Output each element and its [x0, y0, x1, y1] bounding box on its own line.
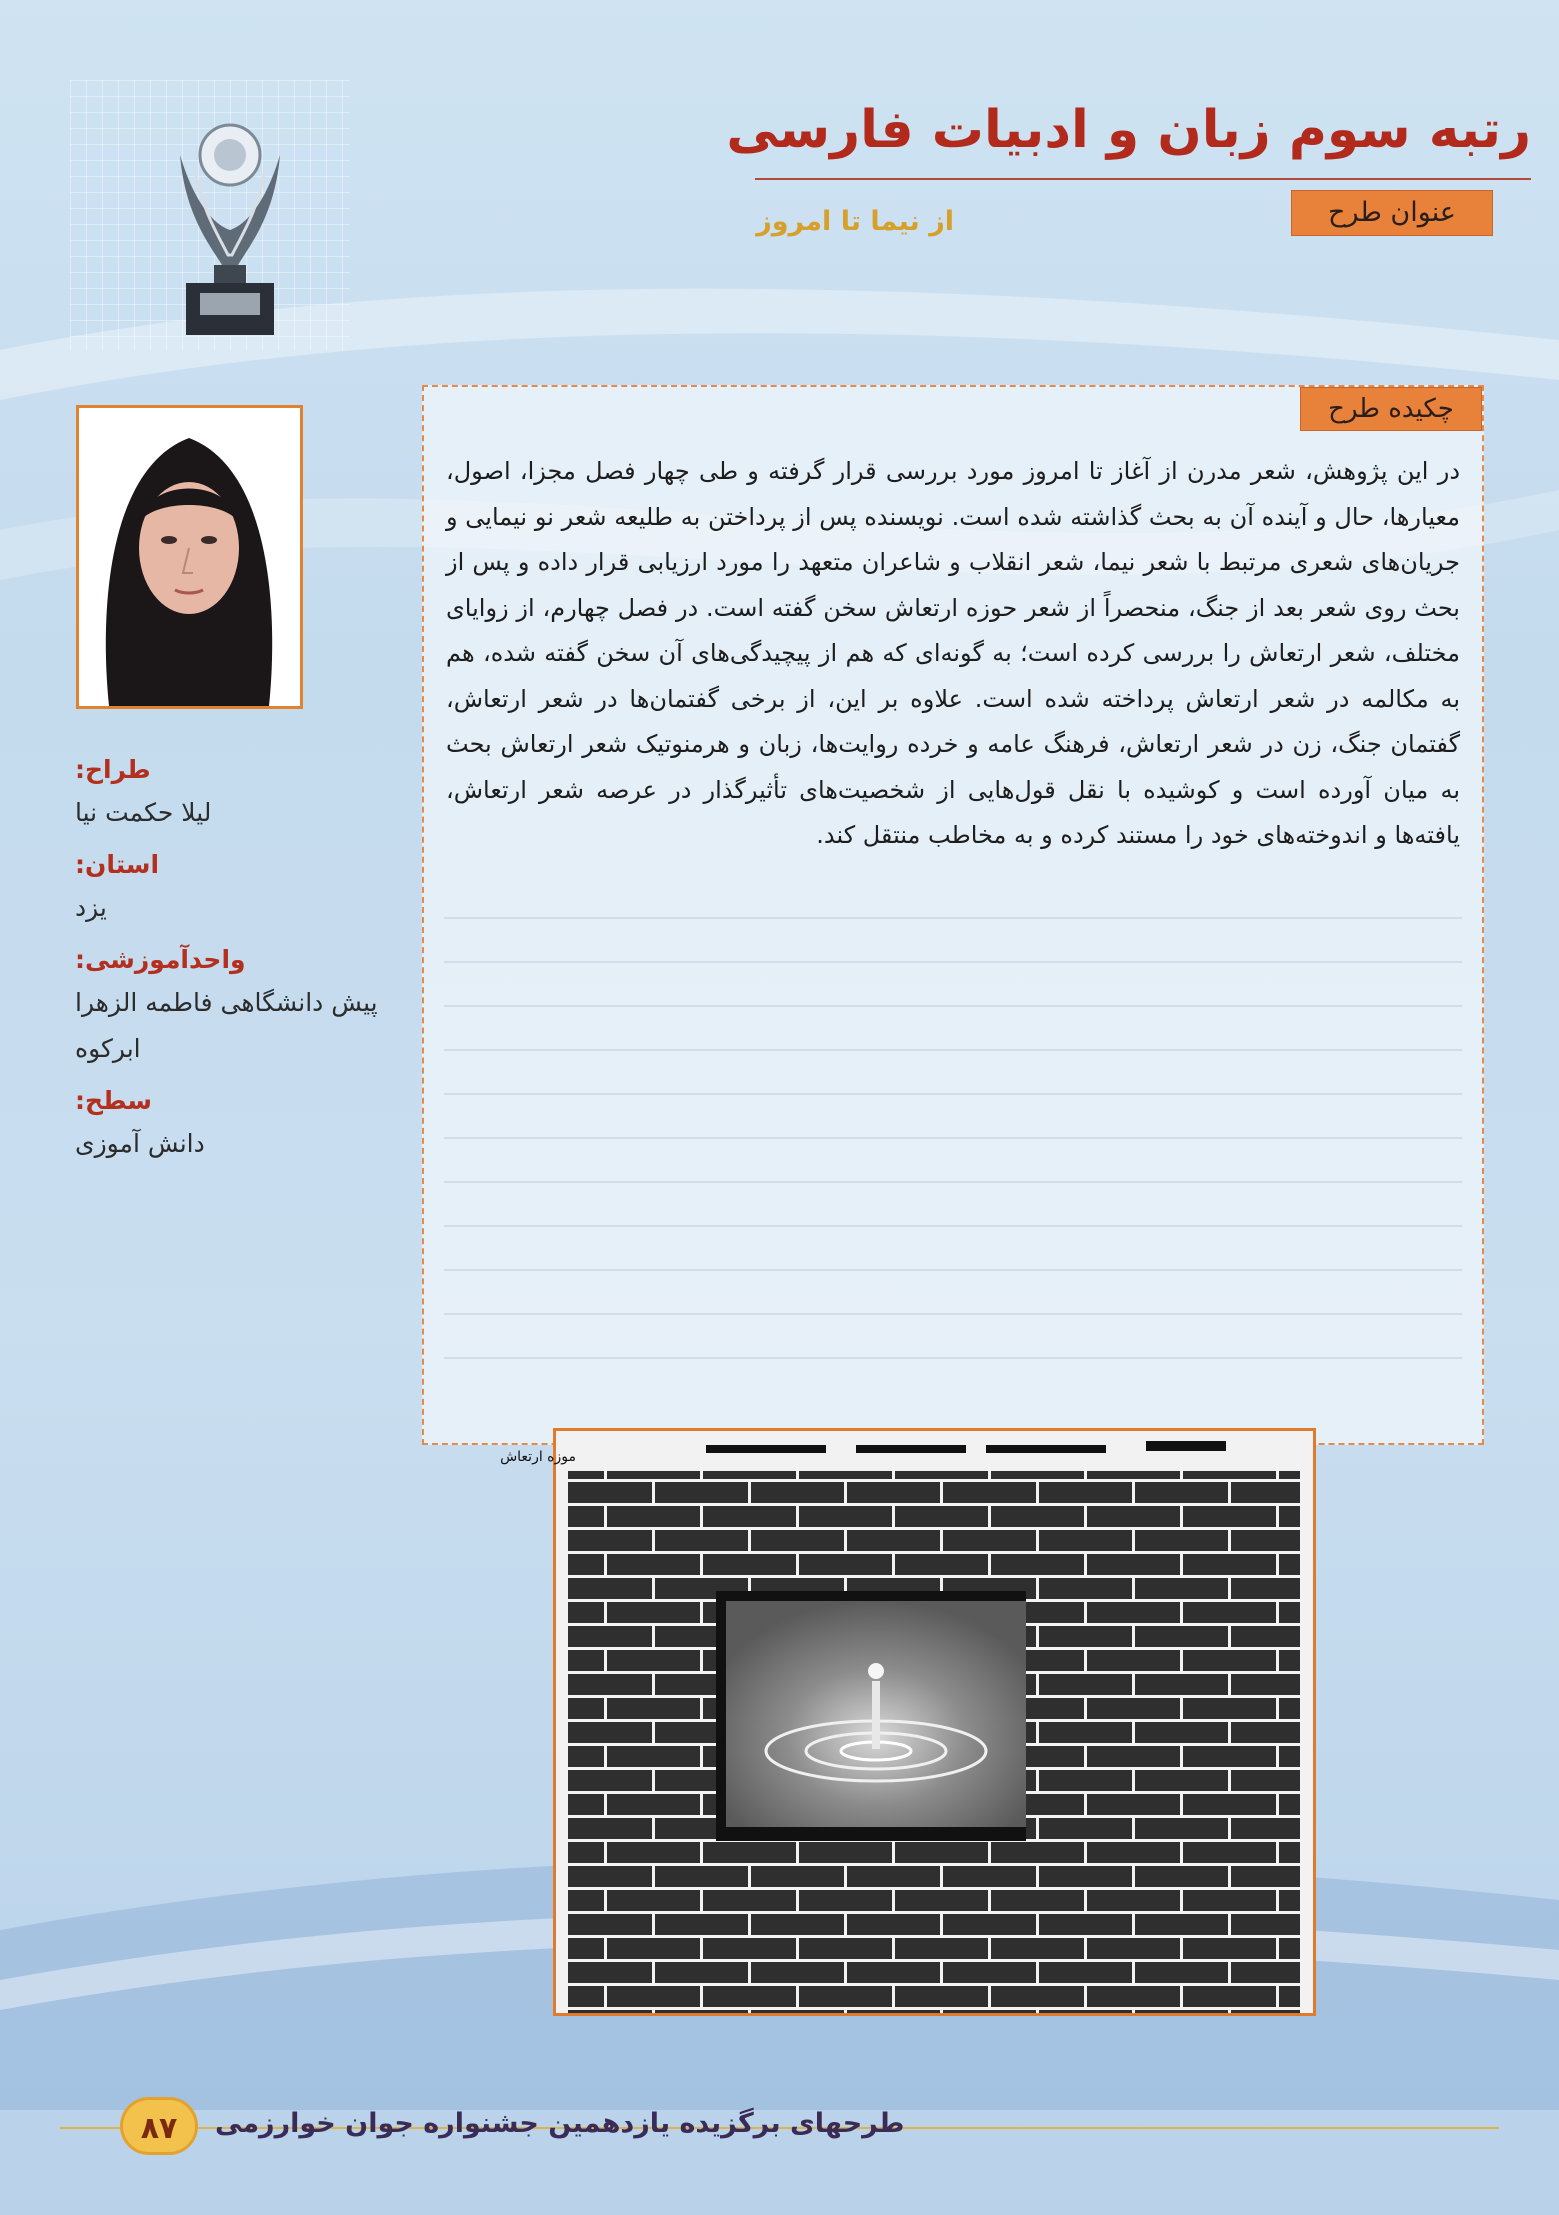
province-label: استان: [75, 850, 160, 879]
project-title-label: عنوان طرح [1291, 190, 1493, 236]
trophy-image [140, 95, 320, 345]
unit-label: واحدآموزشی: [75, 945, 246, 974]
project-screenshot [500, 1428, 1316, 2016]
abstract-box [422, 385, 1484, 1445]
designer-photo [76, 405, 303, 709]
designer-info [75, 755, 405, 1181]
rank-title: رتبه سوم زبان و ادبیات فارسی [726, 100, 1531, 160]
designer-label: طراح: [75, 755, 151, 784]
abstract-label: چکیده طرح [1300, 387, 1482, 431]
province-value: یزد [75, 893, 107, 922]
abstract-text: در این پژوهش، شعر مدرن از آغاز تا امروز مورد بررسی قرار گرفته و طی چهار فصل مجزا، اصول، معیارها، حال و آینده آن به بحث گذاشته شده است. نویسنده پس از پرداختن به طلیعه شعر نو نیمایی و جریان‌های شعری مرتبط با شعر نیما، شعر انقلاب و شاعران متعهد را مورد ارزیابی قرار داده و پس از بحث روی شعر بعد از جنگ، منحصراً از شعر حوزه ارتعاش سخن گفته است. در فصل چهارم، از زوایای مختلف، شعر ارتعاش را بررسی کرده است؛ به گونه‌ای که هم از پیچیدگی‌های آن سخن گفته شده، هم به مکالمه در شعر ارتعاش پرداخته شده است. علاوه بر این، از برخی گفتمان‌ها در شعر ارتعاش، گفتمان جنگ، زن در شعر ارتعاش، فرهنگ عامه و خرده روایت‌ها، زبان و هرمنوتیک شعر ارتعاش بحث به میان آورده است و کوشیده با نقل قول‌هایی از شخصیت‌های تأثیرگذار در عرصه شعر ارتعاش، یافته‌ها و اندوخته‌های خود را مستند کرده و به مخاطب منتقل کند. [446, 457, 1460, 849]
figure-caption: موزه ارتعاش [500, 1449, 576, 1465]
page-number: ۸۷ [120, 2097, 198, 2155]
level-label: سطح: [75, 1086, 152, 1115]
footer-title: طرحهای برگزیده یازدهمین جشنواره جوان خوارزمی [215, 2108, 905, 2139]
faded-background-text [444, 917, 1462, 1401]
title-divider [755, 178, 1531, 180]
designer-name: لیلا حکمت نیا [75, 798, 212, 827]
project-title: از نیما تا امروز [756, 206, 954, 237]
unit-value: پیش دانشگاهی فاطمه الزهرا ابرکوه [75, 988, 378, 1063]
level-value: دانش آموزی [75, 1129, 205, 1158]
